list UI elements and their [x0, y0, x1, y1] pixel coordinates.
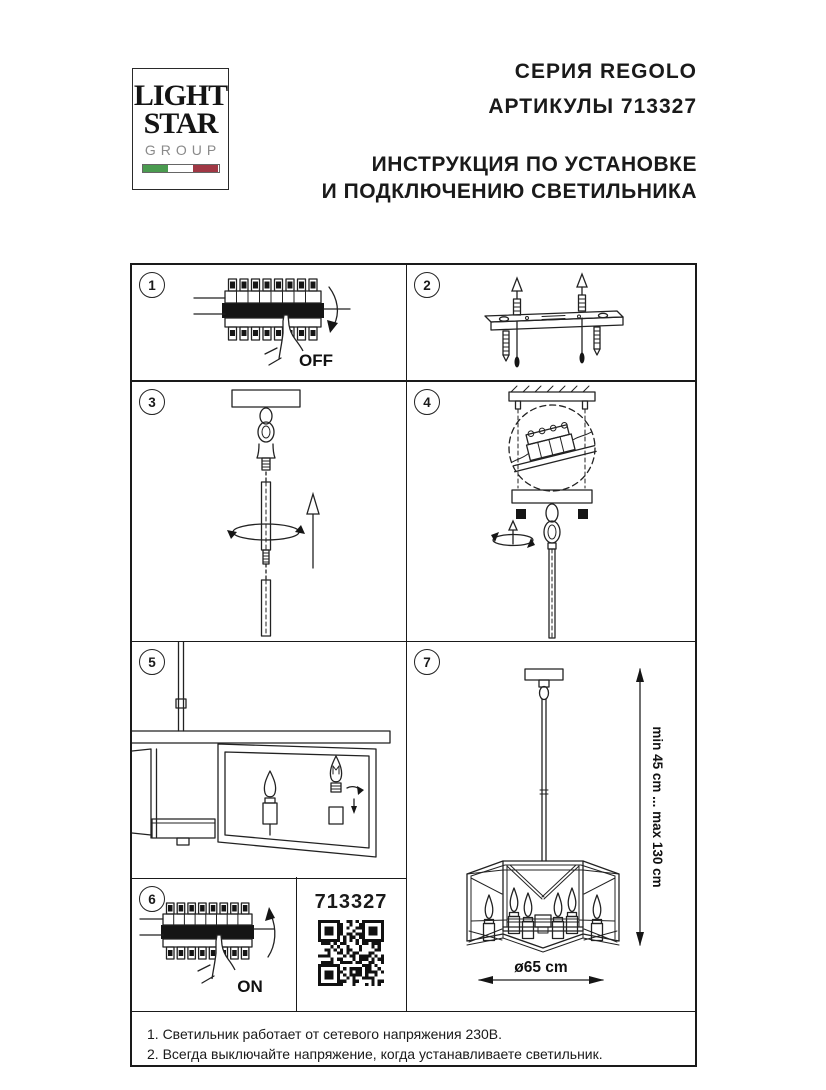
- candle-bulb-inserting: [329, 756, 343, 824]
- step-panel-6: [132, 879, 295, 1010]
- wall-anchor: [577, 274, 587, 311]
- nut: [516, 509, 526, 519]
- rotate-down-arrow-icon: [327, 287, 338, 333]
- bulb-installation-illustration: [132, 642, 405, 877]
- step-number-badge: 1: [139, 272, 165, 298]
- diameter-dimension: [478, 959, 604, 984]
- chain-links: [544, 504, 560, 549]
- frame-top-bar: [132, 731, 390, 743]
- chandelier-dimensions-illustration: [407, 642, 695, 1010]
- screw: [503, 331, 509, 361]
- wall-anchor: [512, 278, 522, 315]
- steps-grid: [130, 263, 697, 1067]
- zoom-bubble: [509, 405, 595, 491]
- qr-code: [297, 920, 405, 991]
- step-panel-2: [407, 265, 695, 380]
- step-number-badge: 2: [414, 272, 440, 298]
- step-panel-1: [132, 265, 405, 380]
- header: [322, 60, 697, 205]
- notes-cell: [132, 1012, 695, 1065]
- step-number-badge: 6: [139, 886, 165, 912]
- note-1: 1. Светильник работает от сетевого напряжения 230В.: [147, 1026, 503, 1042]
- step-panel-4: [407, 382, 695, 640]
- logo-word-light: LIGHT: [133, 79, 228, 112]
- rod: [540, 699, 548, 861]
- frame-left-section: [132, 749, 215, 845]
- instruction-title: [322, 151, 697, 205]
- long-screw: [515, 318, 585, 368]
- rod-assembly-illustration: [132, 382, 405, 640]
- circuit-breaker-block: [194, 279, 350, 340]
- screw-in-arrow-icon: [347, 786, 364, 814]
- frame-window: [218, 744, 376, 857]
- height-dimension: [636, 668, 665, 946]
- wiring-connection-illustration: [407, 382, 695, 640]
- article-number: 713327: [314, 891, 388, 913]
- step-number-badge: 3: [139, 389, 165, 415]
- step-number-badge: 4: [414, 389, 440, 415]
- on-label: ON: [237, 977, 263, 996]
- nut: [578, 509, 588, 519]
- suspension-rod: [176, 642, 186, 731]
- instruction-title-line2: И ПОДКЛЮЧЕНИЮ СВЕТИЛЬНИКА: [321, 180, 697, 203]
- canopy-bar: [512, 490, 592, 503]
- terminal-block: [506, 417, 596, 472]
- up-arrow-icon: [307, 494, 319, 568]
- rod-lower: [262, 580, 271, 636]
- step-panel-5: [132, 642, 405, 877]
- flag-green: [143, 165, 168, 172]
- diameter-dimension-label: ø65 cm: [514, 959, 568, 976]
- qr-cell: [297, 879, 405, 1010]
- article-numbers: АРТИКУЛЫ 713327: [488, 95, 697, 118]
- mounting-bracket-illustration: [407, 265, 695, 380]
- rod-upper: [262, 482, 271, 564]
- italian-flag-stripe: [142, 164, 220, 173]
- series-title: СЕРИЯ REGOLO: [514, 60, 697, 83]
- chain-links: [257, 408, 275, 470]
- step-number-badge: 5: [139, 649, 165, 675]
- step-panel-7: [407, 642, 695, 1010]
- circuit-breaker-block: [140, 903, 274, 959]
- mounting-bar: [485, 311, 623, 330]
- flag-red: [193, 165, 218, 172]
- rod: [549, 549, 555, 638]
- height-dimension-label: min 45 cm ... max 130 cm: [650, 726, 665, 888]
- logo-word-group: GROUP: [144, 142, 222, 158]
- ceiling-plate: [232, 390, 300, 407]
- rotate-up-arrow-icon: [265, 907, 275, 957]
- step-panel-3: [132, 382, 405, 640]
- rotation-arrow-icon: [491, 521, 535, 548]
- logo-word-star: STAR: [143, 107, 218, 140]
- canopy: [525, 669, 563, 700]
- flag-white: [168, 165, 193, 172]
- instruction-title-line1: ИНСТРУКЦИЯ ПО УСТАНОВКЕ: [371, 153, 697, 176]
- step-number-badge: 7: [414, 649, 440, 675]
- screw: [594, 327, 600, 355]
- lightstar-logo: [132, 68, 229, 190]
- candle-bulb: [263, 771, 277, 835]
- hex-cage: [467, 861, 619, 952]
- breaker-off-illustration: [132, 265, 405, 380]
- off-label: OFF: [299, 351, 333, 370]
- note-2: 2. Всегда выключайте напряжение, когда устанавливаете светильник.: [147, 1046, 603, 1062]
